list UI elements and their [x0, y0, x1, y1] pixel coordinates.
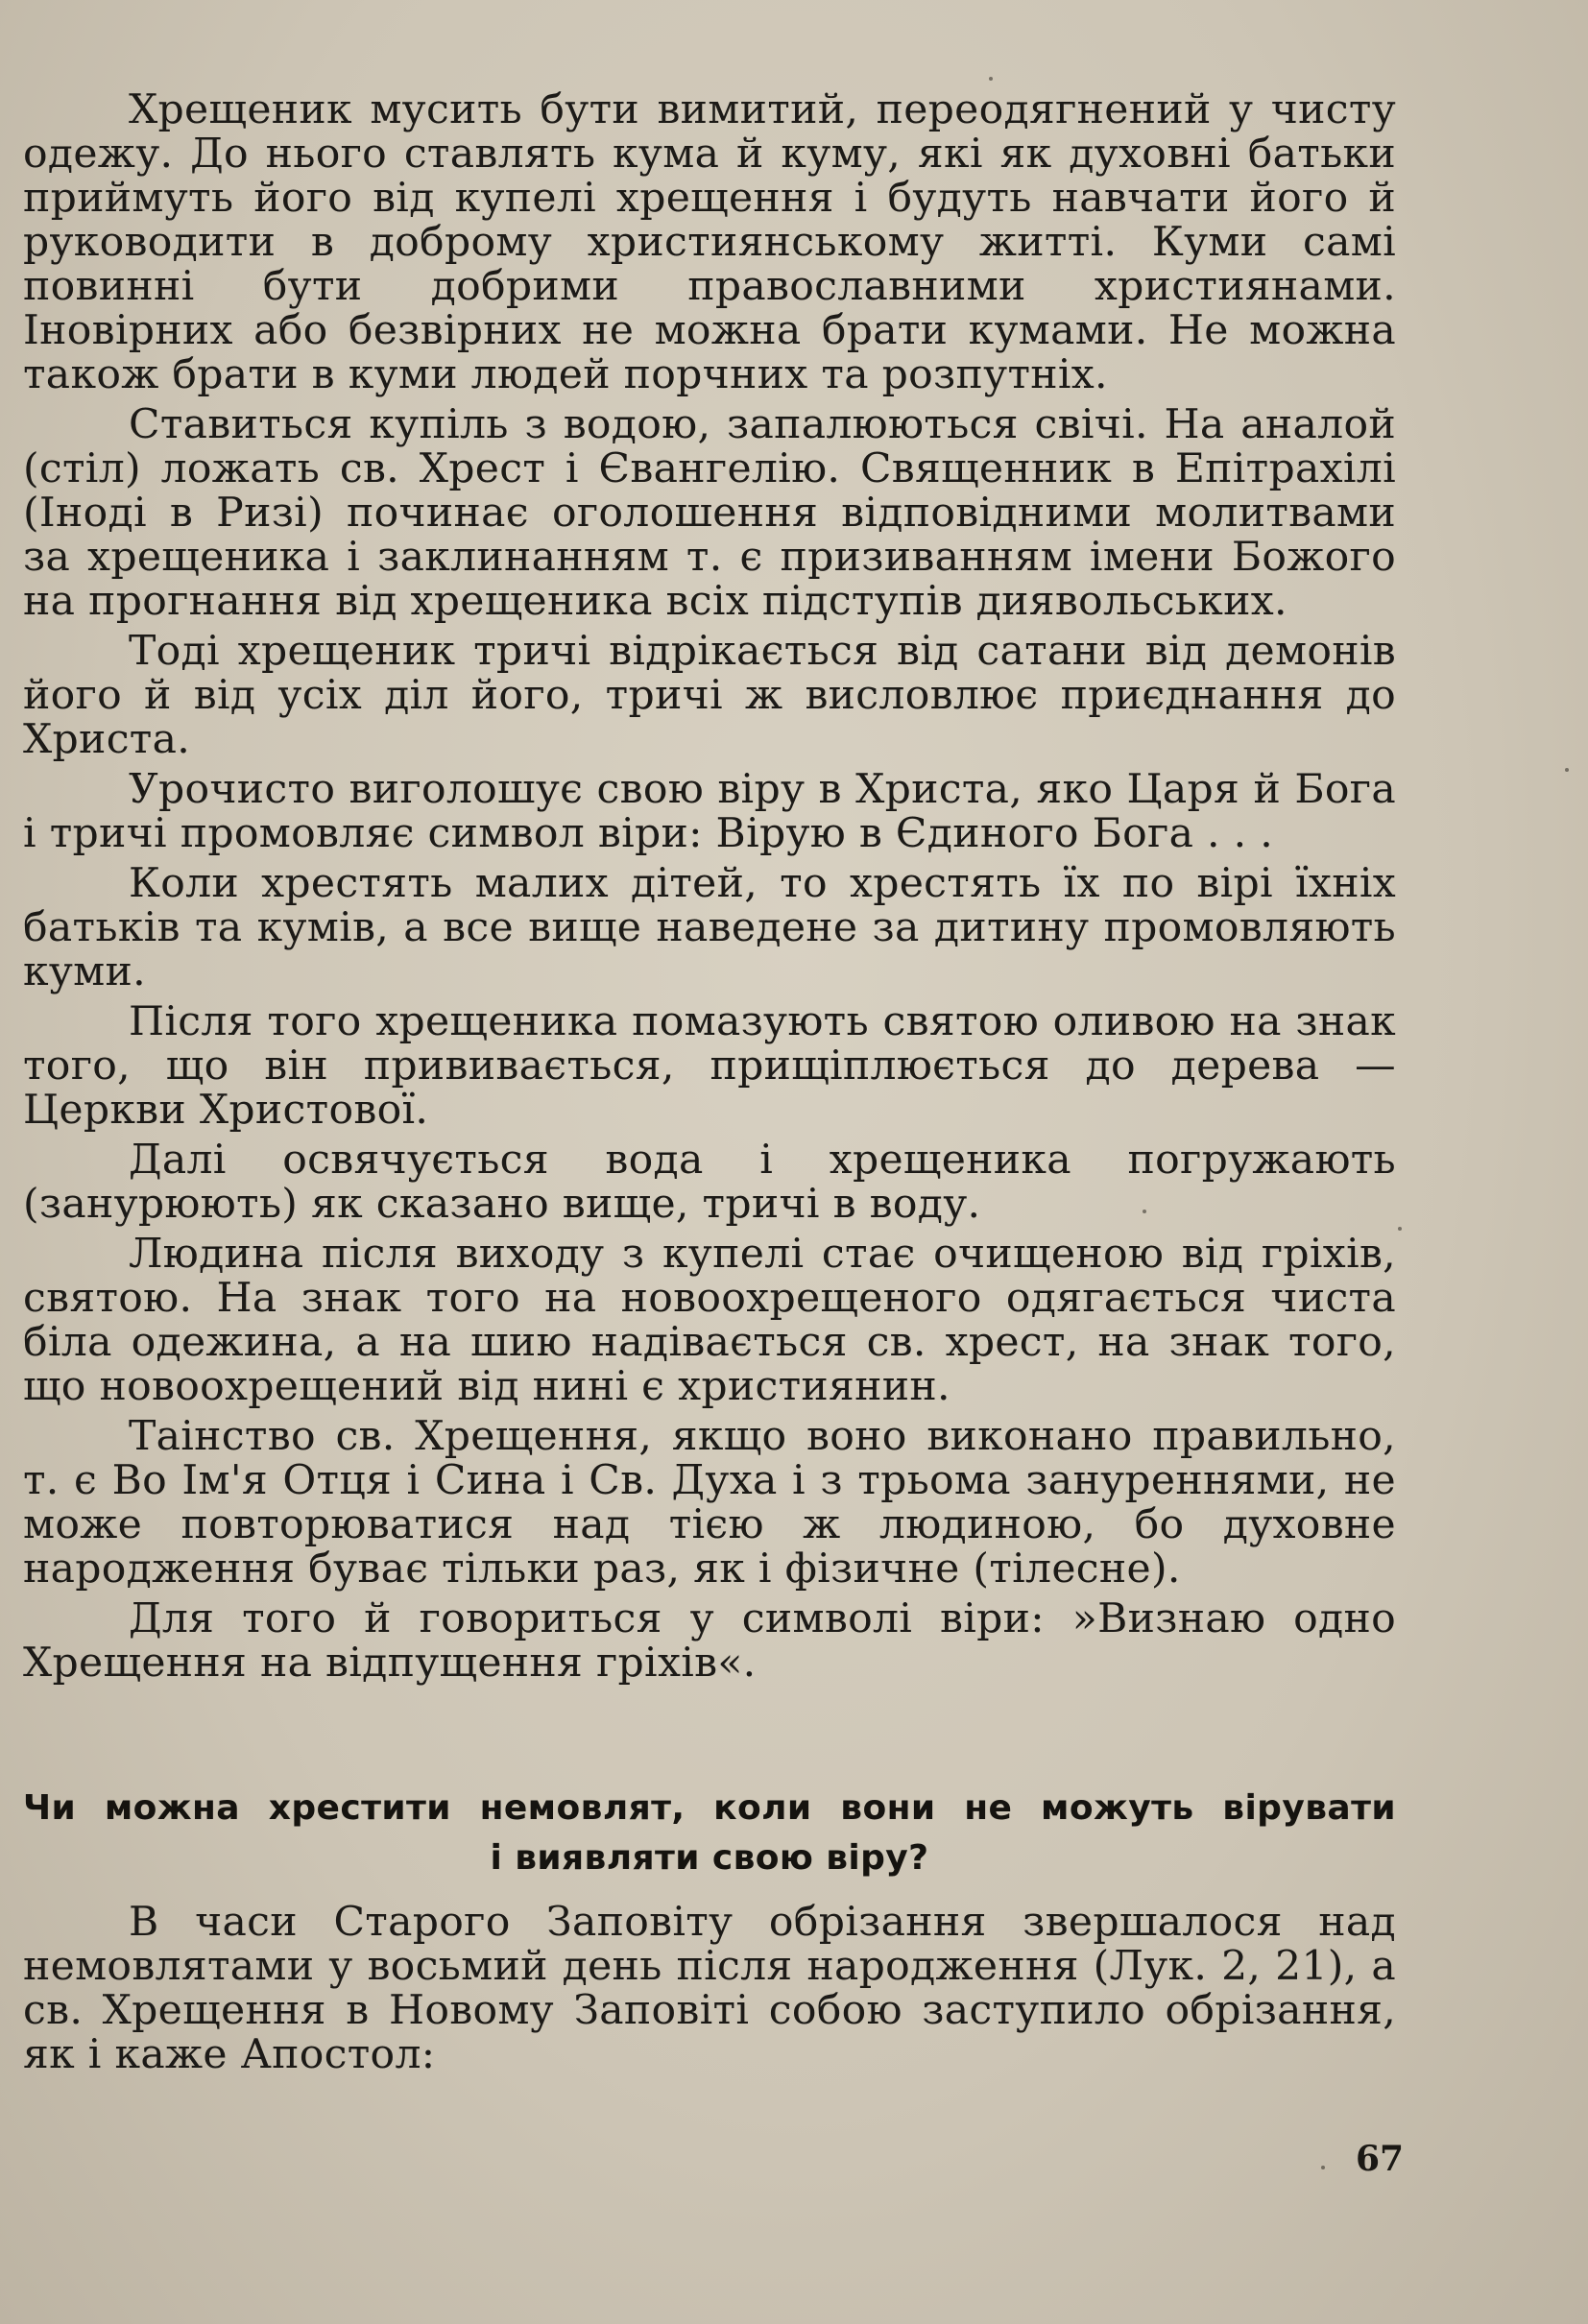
paragraph-renunciation: Тоді хрещеник тричі відрікається від сатани від демонів його й від усіх діл його, тричі ж висловлює приєднання до Христа. — [23, 628, 1396, 763]
heading-line-1: Чи можна хрестити немовлят, коли вони не можуть вірувати — [23, 1788, 1396, 1828]
paragraph-godparents: Хрещеник мусить бути вимитий, переодягнений у чисту одежу. До нього ставлять кума й куму, які як духовні батьки приймуть його від купелі хрещення і будуть навчати його й руководити в доброму християнському житті. Куми самі повинні бути добрими православними християнами. Іновірних або безвірних не можна брати кумами. Не можна також брати в куми людей порчних та розпутніх. — [23, 86, 1396, 398]
main-text — [23, 88, 1396, 1686]
page-number: 67 — [1356, 2139, 1405, 2179]
paragraph-once-only: Таінство св. Хрещення, якщо воно виконано правильно, т. є Во Ім'я Отця і Сина і Св. Духа і з трьома зануреннями, не може повторюватися над тією ж людиною, бо духовне народження буває тільки раз, як і фізичне (тілесне). — [23, 1413, 1396, 1593]
paragraph-anointing: Після того хрещеника помазують святою оливою на знак того, що він прививається, прищіплюється до дерева — Церкви Христової. — [23, 998, 1396, 1134]
paper-speck — [1565, 768, 1569, 772]
paragraph-creed: Урочисто виголошує свою віру в Христа, яко Царя й Бога і тричі промовляє символ віри: Вірую в Єдиного Бога . . . — [23, 766, 1396, 857]
paragraph-font-preparation: Ставиться купіль з водою, запалюються свічі. На аналой (стіл) ложать св. Хрест і Євангелію. Священник в Епітрахілі (Іноді в Ризі) починає оголошення відповідними молитвами за хрещеника і заклинанням т. є призиванням імени Божого на прогнання від хрещеника всіх підступів диявольських. — [23, 401, 1396, 625]
section-heading — [23, 1784, 1396, 1883]
paper-speck — [1321, 2166, 1325, 2169]
paper-speck — [1143, 1210, 1146, 1213]
paper-speck — [989, 77, 993, 81]
paper-speck — [1398, 1227, 1402, 1231]
paragraph-white-garment: Людина після виходу з купелі стає очищеною від гріхів, святою. На знак того на новоохрещеного одягається чиста біла одежина, а на шию надівається св. хрест, на знак того, що новоохрещений від нині є християнин. — [23, 1231, 1396, 1410]
section-text — [23, 1901, 1396, 2077]
paragraph-circumcision: В часи Старого Заповіту обрізання звершалося над немовлятами у восьмий день після народження (Лук. 2, 21), а св. Хрещення в Новому Заповіті собою заступило обрізання, як і каже Апостол: — [23, 1899, 1396, 2078]
paragraph-infants: Коли хрестять малих дітей, то хрестять їх по вірі їхніх батьків та кумів, а все вище наведене за дитину промовляють куми. — [23, 860, 1396, 995]
heading-line-2: і виявляти свою віру? — [490, 1838, 929, 1878]
paragraph-immersion: Далі освячується вода і хрещеника погружають (занурюють) як сказано вище, тричі в воду. — [23, 1137, 1396, 1228]
paragraph-one-baptism: Для того й говориться у символі віри: »Визнаю одно Хрещення на відпущення гріхів«. — [23, 1595, 1396, 1687]
